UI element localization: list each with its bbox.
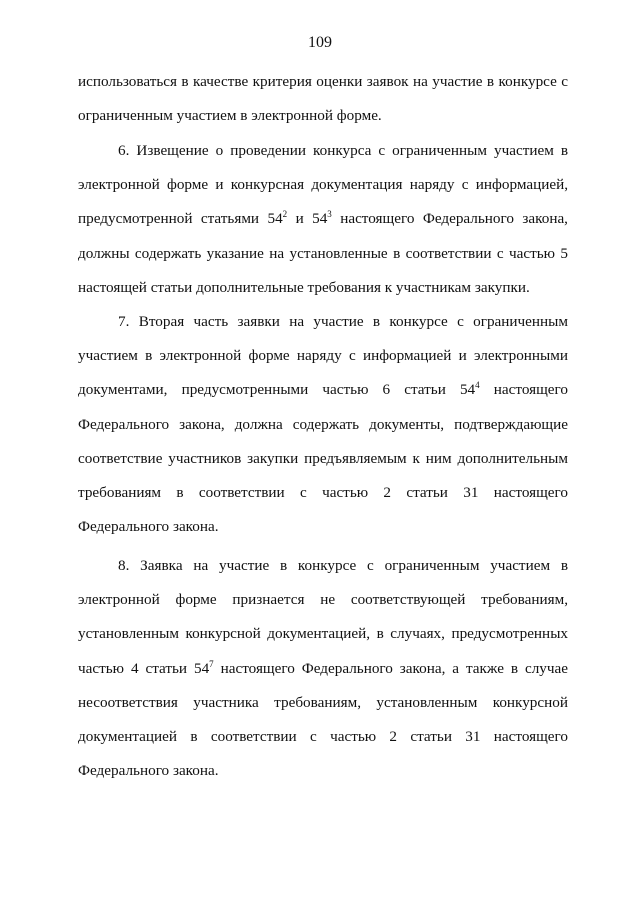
paragraph-text: настоящего Федерального закона, а также в случае несоответствия участника требованиям, установленным конкурсной документацией в соответствии с частью 2 статьи 31 настоящего Федерального закона. <box>78 659 568 780</box>
superscript: 7 <box>209 658 214 669</box>
paragraph-text: 8. Заявка на участие в конкурсе с ограниченным участием в электронной форме признается не соответствующей требованиям, установленным конкурсной документацией, в случаях, предусмотренных частью 4 статьи 54 <box>78 557 568 677</box>
paragraph-continuation <box>78 65 568 133</box>
paragraph-7 <box>78 305 568 544</box>
paragraph-text: 6. Извещение о проведении конкурса с ограниченным участием в электронной форме и конкурсная документация наряду с информацией, предусмотренной статьями 54 <box>78 142 568 228</box>
paragraph-text: настоящего Федерального закона, должна содержать документы, подтверждающие соответствие участников закупки предъявляемым к ним дополнительным требованиям в соответствии с частью 2 статьи 31 настоящего Федерального закона. <box>78 381 568 536</box>
paragraph-6 <box>78 134 568 305</box>
superscript: 4 <box>475 380 480 391</box>
page-number: 109 <box>308 34 332 51</box>
paragraph-text: использоваться в качестве критерия оценки заявок на участие в конкурсе с ограниченным участием в электронной форме. <box>78 73 568 125</box>
paragraph-text: настоящего Федерального закона, должны содержать указание на установленные в соответствии с частью 5 настоящей статьи дополнительные требования к участникам закупки. <box>78 210 568 296</box>
paragraph-8 <box>78 549 568 788</box>
superscript: 3 <box>327 209 332 220</box>
paragraph-text: и 54 <box>287 210 328 228</box>
superscript: 2 <box>282 209 288 220</box>
paragraph-text: 7. Вторая часть заявки на участие в конкурсе с ограниченным участием в электронной форме наряду с информацией и электронными документами, предусмотренными частью 6 статьи 54 <box>78 313 568 399</box>
